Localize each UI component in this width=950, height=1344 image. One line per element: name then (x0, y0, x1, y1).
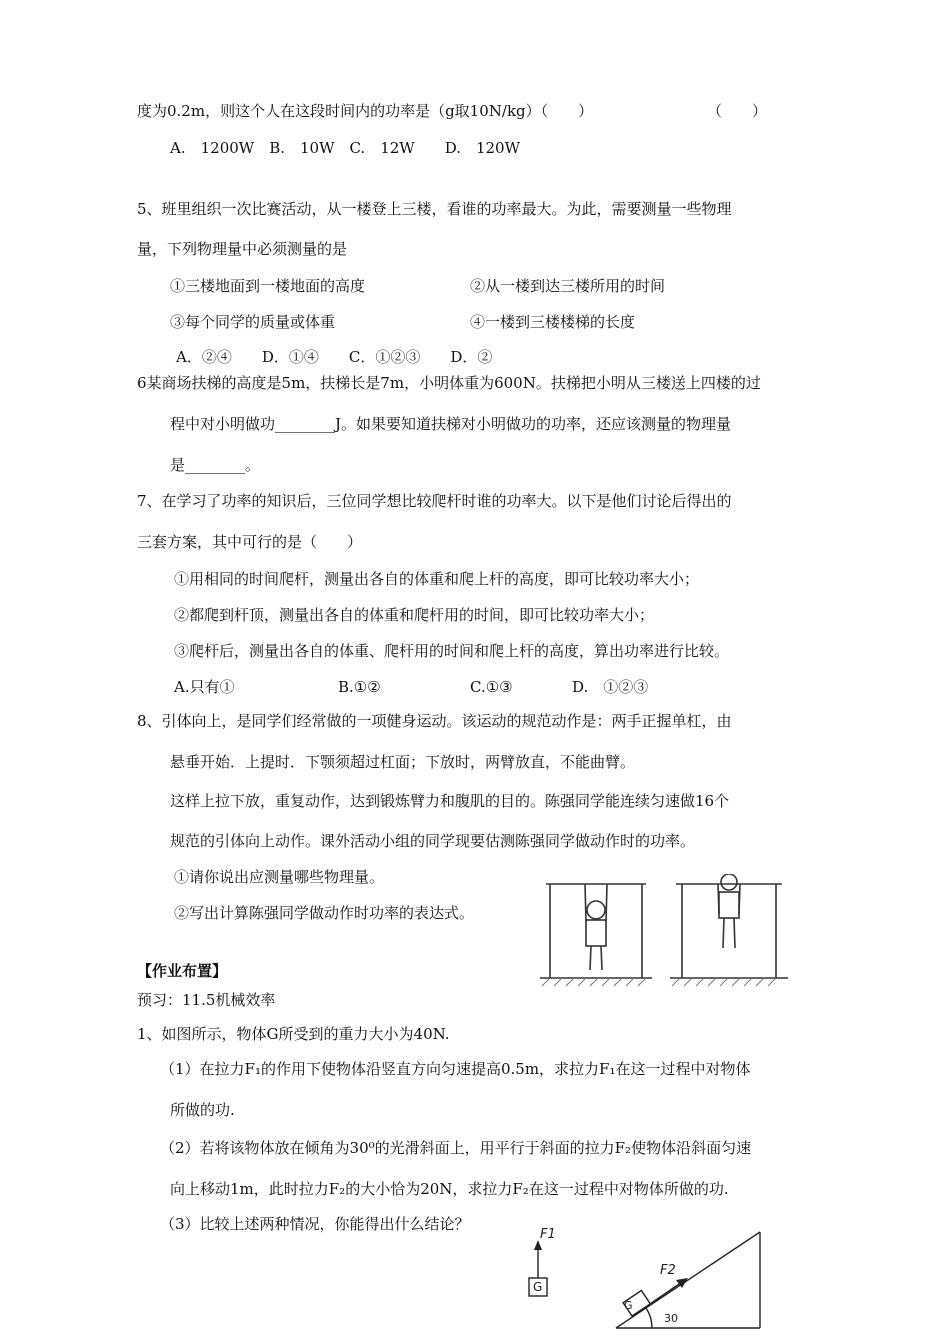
q6-line2: 程中对小明做功________J。如果要知道扶梯对小明做功的功率，还应该测量的物理量 (170, 415, 732, 433)
f1-label: F1 (540, 1227, 556, 1242)
q4-extra-paren: （ ） (707, 102, 768, 120)
homework-q1: 1、如图所示，物体G所受到的重力大小为40N. (137, 1025, 450, 1043)
q7-line1: 7、在学习了功率的知识后，三位同学想比较爬杆时谁的功率大。以下是他们讨论后得出的 (137, 492, 732, 510)
q6-line1: 6某商场扶梯的高度是5m，扶梯长是7m，小明体重为600N。扶梯把小明从三楼送上四楼的过 (137, 374, 761, 392)
q8-line2: 悬垂开始．上提时．下颚须超过杠面；下放时，两臂放直，不能曲臂。 (170, 753, 636, 771)
q5-item3: ③每个同学的质量或体重 (170, 313, 336, 331)
q5-options: A．②④ D．①④ C．①②③ D．② (176, 348, 493, 366)
homework-p1a: （1）在拉力F₁的作用下使物体沿竖直方向匀速提高0.5m，求拉力F₁在这一过程中对物体 (160, 1060, 751, 1078)
pull-up-figure (536, 874, 792, 990)
homework-p1b: 所做的功. (170, 1101, 235, 1119)
q5-line1: 5、班里组织一次比赛活动，从一楼登上三楼，看谁的功率最大。为此，需要测量一些物理 (137, 200, 732, 218)
q7-option-a: A.只有① (174, 678, 235, 696)
q5-item4: ④一楼到三楼楼梯的长度 (470, 313, 636, 331)
g-label: G (533, 1280, 543, 1294)
angle-label: 30 (664, 1312, 678, 1325)
homework-p2a: （2）若将该物体放在倾角为30⁰的光滑斜面上，用平行于斜面的拉力F₂使物体沿斜面匀速 (160, 1139, 752, 1157)
f2-label: F2 (660, 1263, 676, 1278)
q5-line2: 量，下列物理量中必须测量的是 (137, 240, 348, 258)
force-diagram (520, 1224, 782, 1332)
q8-item1: ①请你说出应测量哪些物理量。 (174, 868, 385, 886)
homework-heading: 【作业布置】 (137, 962, 228, 980)
q8-line1: 8、引体向上，是同学们经常做的一项健身运动。该运动的规范动作是：两手正握单杠，由 (137, 712, 732, 730)
g-label-incline: G (624, 1299, 633, 1312)
q7-option-b: B.①② (338, 678, 381, 696)
q8-line4: 规范的引体向上动作。课外活动小组的同学现要估测陈强同学做动作时的功率。 (170, 832, 696, 850)
q4-line: 度为0.2m，则这个人在这段时间内的功率是（g取10N/kg）（ ） (137, 102, 594, 120)
homework-p2b: 向上移动1m，此时拉力F₂的大小恰为20N，求拉力F₂在这一过程中对物体所做的功. (170, 1180, 729, 1198)
q7-item1: ①用相同的时间爬杆，测量出各自的体重和爬上杆的高度，即可比较功率大小； (174, 570, 700, 588)
q5-item2: ②从一楼到达三楼所用的时间 (470, 277, 666, 295)
q6-line3: 是________。 (170, 456, 261, 474)
homework-preview: 预习：11.5机械效率 (137, 991, 276, 1009)
q7-item3: ③爬杆后，测量出各自的体重、爬杆用的时间和爬上杆的高度，算出功率进行比较。 (174, 642, 730, 660)
q8-line3: 这样上拉下放，重复动作，达到锻炼臂力和腹肌的目的。陈强同学能连续匀速做16个 (170, 792, 730, 810)
q8-item2: ②写出计算陈强同学做动作时功率的表达式。 (174, 904, 475, 922)
q5-item1: ①三楼地面到一楼地面的高度 (170, 277, 366, 295)
q7-line2: 三套方案，其中可行的是（ ） (137, 533, 363, 551)
q7-item2: ②都爬到杆顶，测量出各自的体重和爬杆用的时间，即可比较功率大小； (174, 606, 655, 624)
q7-option-d: D. ①②③ (572, 678, 649, 696)
q4-options: A. 1200W B. 10W C. 12W D. 120W (170, 139, 521, 157)
q7-option-c: C.①③ (470, 678, 513, 696)
homework-p3: （3）比较上述两种情况，你能得出什么结论？ (160, 1215, 470, 1233)
